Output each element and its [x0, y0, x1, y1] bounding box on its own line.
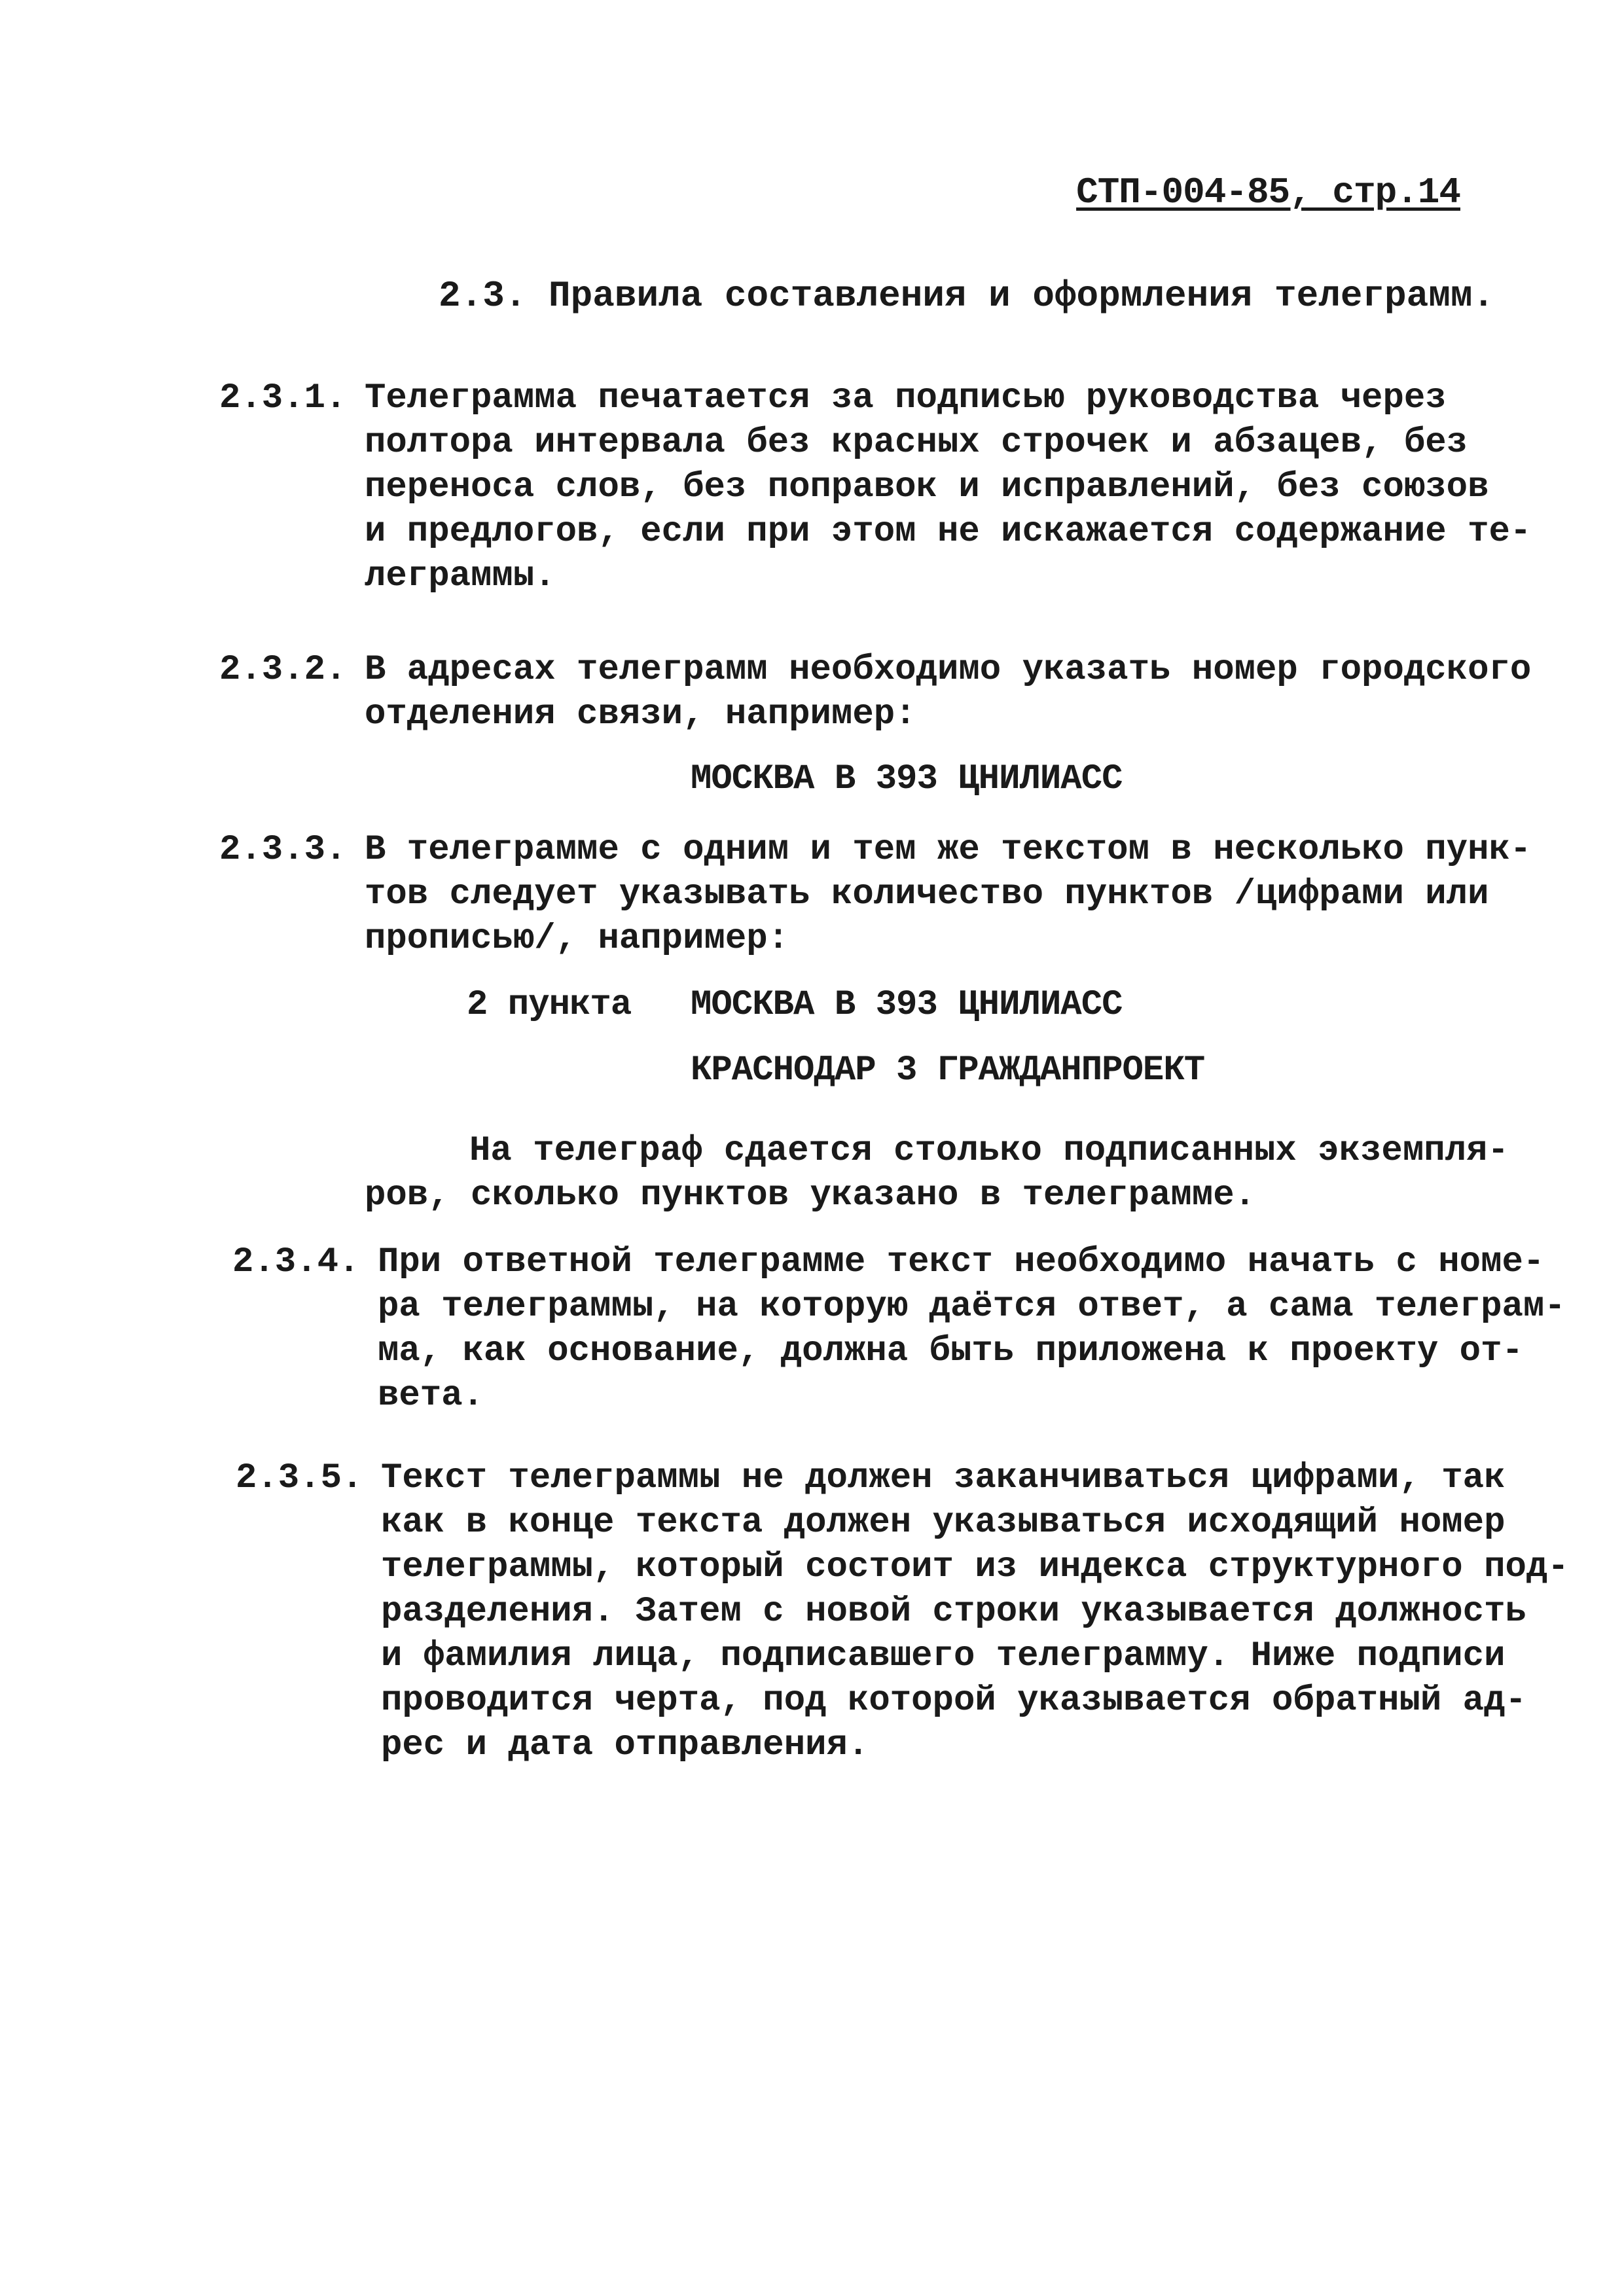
paragraph-line: При ответной телеграмме текст необходимо начать с номе- [378, 1242, 1545, 1282]
paragraph-2-3-3 [219, 828, 1531, 961]
paragraph-line: отделения связи, например: [365, 694, 916, 734]
paragraph-line: ров, сколько пунктов указано в телеграмме. [365, 1175, 1256, 1215]
address-example-2: КРАСНОДАР 3 ГРАЖДАНПРОЕКТ [691, 1050, 1205, 1090]
paragraph-number: 2.3.2. [219, 650, 347, 690]
paragraph-line: тов следует указывать количество пунктов /цифрами или [365, 874, 1489, 914]
paragraph-line: ра телеграммы, на которую даётся ответ, а сама телеграм- [378, 1287, 1566, 1327]
paragraph-line: и фамилия лица, подписавшего телеграмму. Ниже подписи [381, 1636, 1506, 1676]
paragraph-line: разделения. Затем с новой строки указывается должность [381, 1592, 1526, 1632]
paragraph-line: На телеграф сдается столько подписанных экземпля- [469, 1131, 1509, 1171]
paragraph-line: полтора интервала без красных строчек и абзацев, без [365, 423, 1468, 463]
paragraph-line: и предлогов, если при этом не искажается содержание те- [365, 512, 1532, 552]
address-example-1: МОСКВА В 393 ЦНИЛИАСС [691, 985, 1123, 1025]
note-paragraph [365, 1129, 1509, 1218]
paragraph-line: леграммы. [365, 556, 556, 596]
document-reference: СТП-004-85, стр.14 [1076, 171, 1460, 213]
paragraph-line: проводится черта, под которой указывается обратный ад- [381, 1681, 1526, 1721]
paragraph-line: В адресах телеграмм необходимо указать номер городского [365, 650, 1532, 690]
paragraph-line: Текст телеграммы не должен заканчиваться цифрами, так [381, 1458, 1506, 1498]
paragraph-line: В телеграмме с одним и тем же текстом в несколько пунк- [365, 830, 1532, 870]
paragraph-2-3-4 [232, 1240, 1566, 1418]
paragraph-number: 2.3.4. [232, 1242, 360, 1282]
paragraph-2-3-1 [219, 376, 1531, 599]
address-example: МОСКВА В 393 ЦНИЛИАСС [691, 759, 1123, 799]
paragraph-line: Телеграмма печатается за подписью руководства через [365, 378, 1447, 418]
paragraph-line: как в конце текста должен указываться исходящий номер [381, 1503, 1506, 1543]
paragraph-line: переноса слов, без поправок и исправлений, без союзов [365, 467, 1489, 507]
paragraph-number: 2.3.1. [219, 378, 347, 418]
paragraph-number: 2.3.5. [236, 1458, 363, 1498]
paragraph-2-3-2 [219, 648, 1531, 737]
paragraph-2-3-5 [236, 1456, 1569, 1768]
paragraph-number: 2.3.3. [219, 830, 347, 870]
paragraph-line: вета. [378, 1376, 484, 1416]
paragraph-line: телеграммы, который состоит из индекса структурного под- [381, 1547, 1569, 1587]
section-title: 2.3. Правила составления и оформления телеграмм. [439, 275, 1495, 317]
paragraph-line: ма, как основание, должна быть приложена к проекту от- [378, 1331, 1523, 1371]
paragraph-line: прописью/, например: [365, 919, 789, 959]
points-count: 2 пункта [467, 985, 632, 1025]
paragraph-line: рес и дата отправления. [381, 1725, 869, 1765]
